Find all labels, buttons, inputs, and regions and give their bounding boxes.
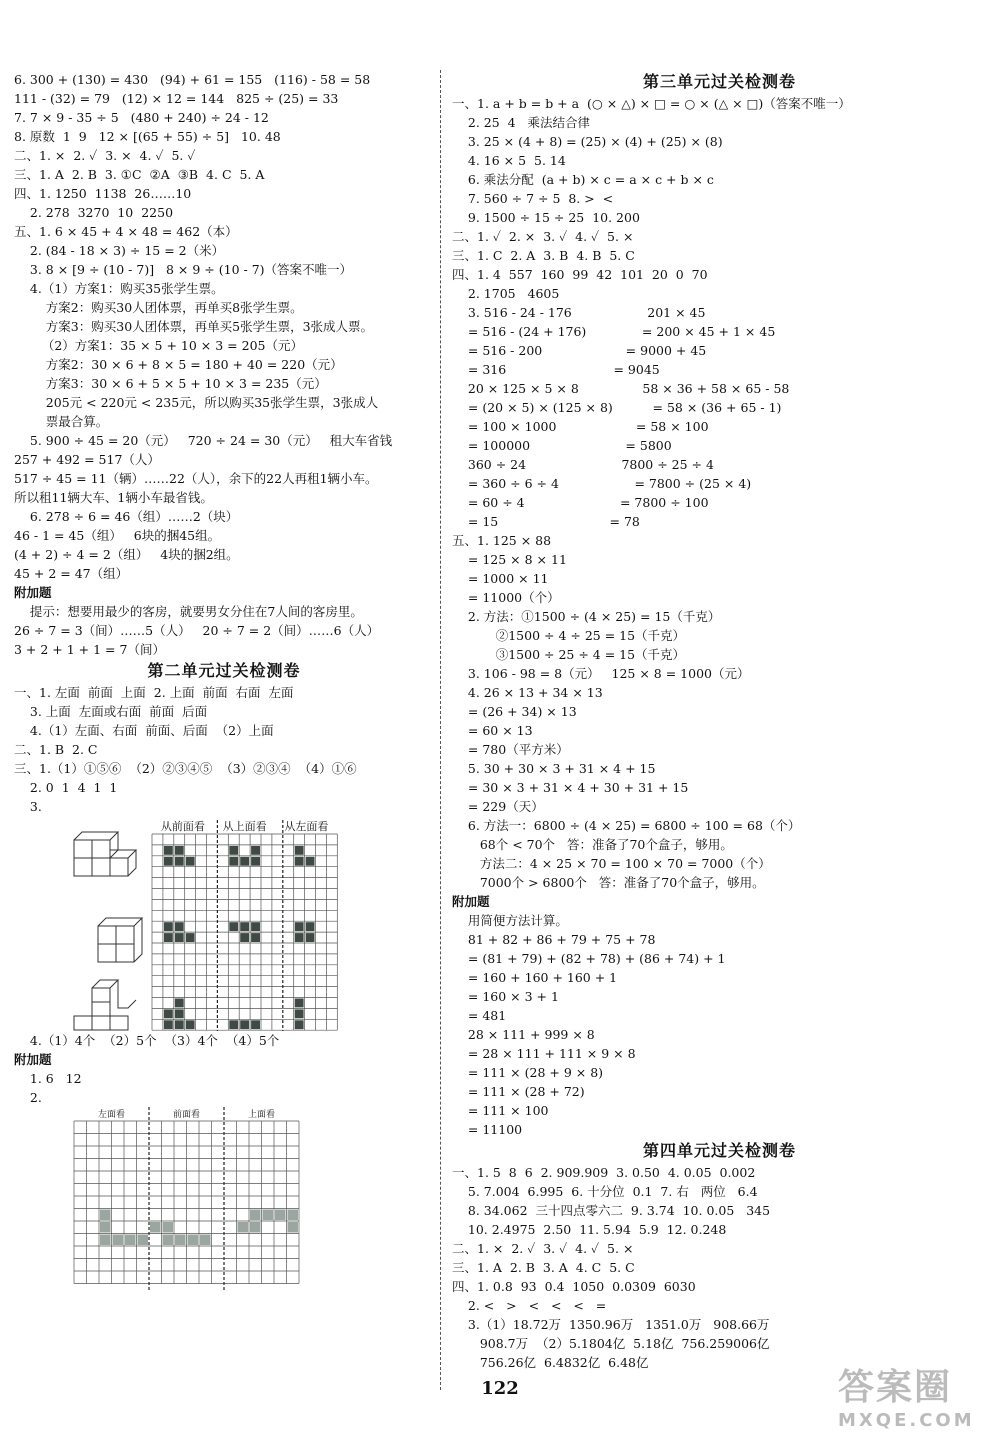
- shaded-cell: [164, 1020, 173, 1029]
- shaded-cell: [229, 922, 238, 931]
- shaded-cell: [175, 933, 184, 942]
- answer-line: 517 ÷ 45 = 11（辆）……22（人），余下的22人再租1辆小车。: [14, 471, 378, 486]
- shaded-cell: [186, 1020, 195, 1029]
- shaded-cell: [164, 857, 173, 866]
- answer-line: 二、1. × 2. ✓ 3. × 4. ✓ 5. ✓: [14, 148, 196, 163]
- shaded-cell: [125, 1235, 136, 1246]
- answer-line: 2. 278 3270 10 2250: [14, 205, 174, 220]
- answer-line: 5. 900 ÷ 45 = 20（元） 720 ÷ 24 = 30（元） 租大车省钱: [14, 433, 393, 448]
- answer-line: 360 ÷ 24 7800 ÷ 25 ÷ 4: [452, 457, 714, 472]
- answer-line: = (20 × 5) × (125 × 8) = 58 × (36 + 65 - 1): [452, 400, 782, 415]
- view-header: 左面看: [97, 1110, 126, 1120]
- answer-line: 五、1. 125 × 88: [452, 533, 552, 548]
- answer-line: 4. 16 × 5 5. 14: [452, 153, 566, 168]
- shaded-cell: [175, 846, 184, 855]
- answer-line: 6. 300 + (130) = 430 (94) + 61 = 155 (116) - 58 = 58: [14, 72, 371, 87]
- site-watermark: [838, 1366, 988, 1446]
- answer-line: = 160 × 3 + 1: [452, 989, 559, 1004]
- extra-view-grid: [14, 1107, 434, 1347]
- answer-line: 所以租11辆大车、1辆小车最省钱。: [14, 490, 213, 505]
- shaded-cell: [250, 1210, 261, 1221]
- answer-line: 票最合算。: [14, 414, 109, 429]
- left-column: [14, 70, 434, 1347]
- answer-line: 四、1. 1250 1138 26……10: [14, 186, 192, 201]
- shaded-cell: [186, 857, 195, 866]
- answer-line: 28 × 111 + 999 × 8: [452, 1027, 595, 1042]
- shaded-cell: [240, 922, 249, 931]
- shaded-cell: [163, 1222, 174, 1233]
- cube-sketch-3: [74, 980, 136, 1030]
- answer-line: 方案3：30 × 6 + 5 × 5 + 10 × 3 = 235（元）: [14, 376, 327, 391]
- view-header: 从左面看: [284, 820, 329, 833]
- right-column: [452, 70, 987, 1372]
- shaded-cell: [163, 1235, 174, 1246]
- answer-line: = 160 + 160 + 160 + 1: [452, 970, 618, 985]
- answer-line: 3 + 2 + 1 + 1 = 7（间）: [14, 642, 165, 657]
- answer-line: 方案2：购买30人团体票，再单买8张学生票。: [14, 300, 303, 315]
- shaded-cell: [186, 933, 195, 942]
- answer-line: 756.26亿 6.4832亿 6.48亿: [452, 1355, 649, 1370]
- shaded-cell: [250, 1222, 261, 1233]
- answer-line: 四、1. 4 557 160 99 42 101 20 0 70: [452, 267, 708, 282]
- cube-sketch-2: [98, 918, 142, 962]
- answer-line: (4 + 2) ÷ 4 = 2（组） 4块的捆2组。: [14, 547, 239, 562]
- answer-line: = 481: [452, 1008, 507, 1023]
- view-header: 从上面看: [222, 820, 267, 833]
- shaded-cell: [175, 1020, 184, 1029]
- three-view-grid: [14, 816, 434, 1031]
- answer-line: = (26 + 34) × 13: [452, 704, 577, 719]
- watermark-logo-text: 答案圈: [838, 1367, 953, 1408]
- cube-sketch-1: [74, 832, 136, 876]
- answer-line: 20 × 125 × 5 × 8 58 × 36 + 58 × 65 - 58: [452, 381, 790, 396]
- answer-line: 26 ÷ 7 = 3（间）……5（人） 20 ÷ 7 = 2（间）……6（人）: [14, 623, 380, 638]
- shaded-cell: [100, 1210, 111, 1221]
- answer-block-unit2: [14, 683, 434, 816]
- answer-line: = 111 × (28 + 9 × 8): [452, 1065, 604, 1080]
- answer-line: 三、1. A 2. B 3. ①C ②A ③B 4. C 5. A: [14, 167, 265, 182]
- answer-line: 6. 方法一：6800 ÷ (4 × 25) = 6800 ÷ 100 = 68（个）: [452, 818, 801, 833]
- answer-line: 10. 2.4975 2.50 11. 5.94 5.9 12. 0.248: [452, 1222, 727, 1237]
- shaded-cell: [306, 933, 315, 942]
- answer-line: 一、1. 5 8 6 2. 909.909 3. 0.50 4. 0.05 0.002: [452, 1165, 756, 1180]
- answer-line: 三、1.（1）①⑤⑥ （2）②③④⑤ （3）②③④ （4）①⑥: [14, 761, 357, 776]
- answer-line: = 60 ÷ 4 = 7800 ÷ 100: [452, 495, 709, 510]
- answer-line: 2. 25 4 乘法结合律: [452, 115, 591, 130]
- answer-line: 用简便方法计算。: [452, 913, 568, 928]
- answer-line: 2. 1705 4605: [452, 286, 560, 301]
- answer-line: 205元 < 220元 < 235元，所以购买35张学生票，3张成人: [14, 395, 379, 410]
- view-grid-figure-2: [14, 1107, 434, 1347]
- shaded-cell: [295, 1009, 304, 1018]
- answer-line: 111 - (32) = 79 (12) × 12 = 144 825 ÷ (25) = 33: [14, 91, 339, 106]
- answer-line: = 15 = 78: [452, 514, 640, 529]
- answer-line: 257 + 492 = 517（人）: [14, 452, 160, 467]
- answer-line: 9. 1500 ÷ 15 ÷ 25 10. 200: [452, 210, 640, 225]
- shaded-cell: [251, 857, 260, 866]
- answer-line: 7. 560 ÷ 7 ÷ 5 8. > <: [452, 191, 614, 206]
- answer-line: 81 + 82 + 86 + 79 + 75 + 78: [452, 932, 656, 947]
- answer-line: = 1000 × 11: [452, 571, 549, 586]
- answer-line: = 11000（个）: [452, 590, 560, 605]
- answer-line: 二、1. × 2. ✓ 3. ✓ 4. ✓ 5. ×: [452, 1241, 634, 1256]
- answer-line: 6. 278 ÷ 6 = 46（组）……2（块）: [14, 509, 239, 524]
- answer-line: = 516 - 200 = 9000 + 45: [452, 343, 707, 358]
- answer-line: = (81 + 79) + (82 + 78) + (86 + 74) + 1: [452, 951, 726, 966]
- answer-line: 46 - 1 = 45（组） 6块的捆45组。: [14, 528, 221, 543]
- shaded-cell: [240, 1020, 249, 1029]
- answer-line: 6. 乘法分配 (a + b) × c = a × c + b × c: [452, 172, 714, 187]
- answer-line: = 28 × 111 + 111 × 9 × 8: [452, 1046, 636, 1061]
- watermark-url: MXQE.COM: [838, 1410, 975, 1431]
- answer-line: 五、1. 6 × 45 + 4 × 48 = 462（本）: [14, 224, 238, 239]
- answer-line: 45 + 2 = 47（组）: [14, 566, 129, 581]
- answer-line: = 100000 = 5800: [452, 438, 672, 453]
- shaded-cell: [175, 999, 184, 1008]
- extra-label: 附加题: [14, 1052, 52, 1067]
- shaded-cell: [175, 857, 184, 866]
- answer-line: = 60 × 13: [452, 723, 533, 738]
- shaded-cell: [238, 1222, 249, 1233]
- shaded-cell: [251, 922, 260, 931]
- answer-line: 8. 34.062 三十四点零六二 9. 3.74 10. 0.05 345: [452, 1203, 771, 1218]
- answer-line: = 229（天）: [452, 799, 544, 814]
- answer-line: 3. 106 - 98 = 8（元） 125 × 8 = 1000（元）: [452, 666, 750, 681]
- shaded-cell: [306, 857, 315, 866]
- extra-q2: 2.: [14, 1090, 42, 1105]
- shaded-cell: [164, 933, 173, 942]
- shaded-cell: [229, 857, 238, 866]
- shaded-cell: [295, 857, 304, 866]
- unit2-q4: 4.（1）4个 （2）5个 （3）4个 （4）5个: [14, 1033, 280, 1048]
- view-header: 上面看: [247, 1110, 276, 1120]
- shaded-cell: [295, 846, 304, 855]
- unit2-title: 第二单元过关检测卷: [147, 661, 301, 680]
- page-number: 122: [481, 1378, 519, 1399]
- answer-line: 附加题: [452, 894, 490, 909]
- answer-line: = 316 = 9045: [452, 362, 660, 377]
- answer-line: 2. 0 1 4 1 1: [14, 780, 118, 795]
- answer-line: 5. 7.004 6.995 6. 十分位 0.1 7. 右 两位 6.4: [452, 1184, 758, 1199]
- shaded-cell: [295, 1020, 304, 1029]
- view-header: 前面看: [172, 1110, 201, 1120]
- column-divider: [440, 70, 441, 1390]
- answer-line: 方法二：4 × 25 × 70 = 100 × 70 = 7000（个）: [452, 856, 771, 871]
- answer-line: 3.（1）18.72万 1350.96万 1351.0万 908.66万: [452, 1317, 770, 1332]
- answer-line: 一、1. a + b = b + a (○ × △) × □ = ○ × (△ × □)（答案不唯一）: [452, 96, 851, 111]
- unit3-title: 第三单元过关检测卷: [642, 72, 796, 91]
- answer-line: = 11100: [452, 1122, 523, 1137]
- shaded-cell: [240, 857, 249, 866]
- answer-line: 7000个 > 6800个 答：准备了70个盒子，够用。: [452, 875, 765, 890]
- answer-line: = 516 - (24 + 176) = 200 × 45 + 1 × 45: [452, 324, 776, 339]
- shaded-cell: [150, 1222, 161, 1233]
- shaded-cell: [200, 1235, 211, 1246]
- answer-line: 附加题: [14, 585, 52, 600]
- shaded-cell: [295, 999, 304, 1008]
- shaded-cell: [164, 922, 173, 931]
- answer-line: 3.: [14, 799, 42, 814]
- answer-line: 4. 26 × 13 + 34 × 13: [452, 685, 603, 700]
- shaded-cell: [288, 1222, 299, 1233]
- answer-block-unit1: [14, 70, 434, 659]
- shaded-cell: [295, 933, 304, 942]
- shaded-cell: [295, 922, 304, 931]
- answer-line: 3. 516 - 24 - 176 201 × 45: [452, 305, 706, 320]
- answer-line: 方案2：30 × 6 + 8 × 5 = 180 + 40 = 220（元）: [14, 357, 343, 372]
- shaded-cell: [288, 1210, 299, 1221]
- shaded-cell: [113, 1235, 124, 1246]
- answer-line: ②1500 ÷ 4 ÷ 25 = 15（千克）: [452, 628, 686, 643]
- shaded-cell: [100, 1222, 111, 1233]
- answer-line: 三、1. C 2. A 3. B 4. B 5. C: [452, 248, 635, 263]
- shaded-cell: [251, 933, 260, 942]
- answer-line: 2. (84 - 18 × 3) ÷ 15 = 2（米）: [14, 243, 225, 258]
- shaded-cell: [263, 1210, 274, 1221]
- answer-line: 5. 30 + 30 × 3 + 31 × 4 + 15: [452, 761, 656, 776]
- answer-line: 4.（1）方案1：购买35张学生票。: [14, 281, 224, 296]
- answer-line: = 100 × 1000 = 58 × 100: [452, 419, 709, 434]
- answer-line: = 30 × 3 + 31 × 4 + 30 + 31 + 15: [452, 780, 689, 795]
- answer-line: 7. 7 × 9 - 35 ÷ 5 (480 + 240) ÷ 24 - 12: [14, 110, 269, 125]
- answer-line: 一、1. 左面 前面 上面 2. 上面 前面 右面 左面: [14, 685, 294, 700]
- view-header: 从前面看: [160, 820, 205, 833]
- shaded-cell: [306, 922, 315, 931]
- shaded-cell: [138, 1235, 149, 1246]
- answer-line: 二、1. ✓ 2. × 3. ✓ 4. ✓ 5. ×: [452, 229, 634, 244]
- answer-line: = 111 × 100: [452, 1103, 549, 1118]
- answer-line: 2. 方法：①1500 ÷ (4 × 25) = 15（千克）: [452, 609, 721, 624]
- answer-line: 四、1. 0.8 93 0.4 1050 0.0309 6030: [452, 1279, 696, 1294]
- answer-line: = 111 × (28 + 72): [452, 1084, 585, 1099]
- shaded-cell: [229, 1020, 238, 1029]
- shaded-cell: [275, 1210, 286, 1221]
- shaded-cell: [164, 1009, 173, 1018]
- extra-q1: 1. 6 12: [14, 1071, 82, 1086]
- answer-block-unit4: [452, 1163, 987, 1372]
- answer-line: 2. < > < < < =: [452, 1298, 607, 1313]
- answer-line: 908.7万 （2）5.1804亿 5.18亿 756.259006亿: [452, 1336, 770, 1351]
- answer-line: 3. 25 × (4 + 8) = (25) × (4) + (25) × (8): [452, 134, 723, 149]
- answer-line: = 780（平方米）: [452, 742, 569, 757]
- answer-line: 三、1. A 2. B 3. A 4. C 5. C: [452, 1260, 635, 1275]
- answer-line: 3. 8 × [9 ÷ (10 - 7)] 8 × 9 ÷ (10 - 7)（答案不唯一）: [14, 262, 353, 277]
- shaded-cell: [175, 922, 184, 931]
- shaded-cell: [164, 846, 173, 855]
- answer-line: （2）方案1：35 × 5 + 10 × 3 = 205（元）: [14, 338, 303, 353]
- answer-line: ③1500 ÷ 25 ÷ 4 = 15（千克）: [452, 647, 686, 662]
- answer-block-unit3: [452, 94, 987, 1139]
- answer-line: 提示：想要用最少的客房，就要男女分住在7人间的客房里。: [14, 604, 363, 619]
- answer-line: 二、1. B 2. C: [14, 742, 98, 757]
- unit4-title: 第四单元过关检测卷: [642, 1141, 796, 1160]
- answer-line: 4.（1）左面、右面 前面、后面 （2）上面: [14, 723, 274, 738]
- shaded-cell: [188, 1235, 199, 1246]
- answer-line: 方案3：购买30人团体票，再单买5张学生票，3张成人票。: [14, 319, 374, 334]
- shaded-cell: [229, 846, 238, 855]
- shaded-cell: [175, 1009, 184, 1018]
- answer-line: = 125 × 8 × 11: [452, 552, 567, 567]
- answer-line: 68个 < 70个 答：准备了70个盒子，够用。: [452, 837, 733, 852]
- shaded-cell: [251, 1020, 260, 1029]
- shaded-cell: [175, 1235, 186, 1246]
- answer-line: = 360 ÷ 6 ÷ 4 = 7800 ÷ (25 × 4): [452, 476, 752, 491]
- answer-line: 8. 原数 1 9 12 × [(65 + 55) ÷ 5] 10. 48: [14, 129, 281, 144]
- shaded-cell: [251, 846, 260, 855]
- view-grid-figure: [14, 816, 434, 1031]
- answer-line: 3. 上面 左面或右面 前面 后面: [14, 704, 208, 719]
- shaded-cell: [240, 933, 249, 942]
- shaded-cell: [100, 1235, 111, 1246]
